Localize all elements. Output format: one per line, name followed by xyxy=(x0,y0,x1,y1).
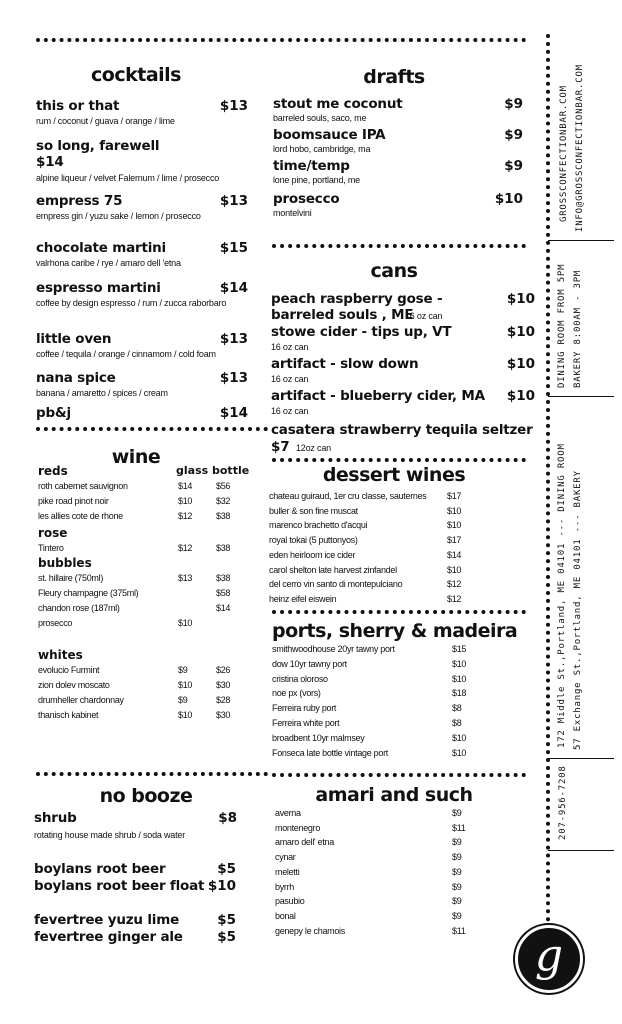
no-booze-price: $5 xyxy=(217,929,236,945)
wine-row-bottle: $38 xyxy=(216,573,231,583)
amaro-name: byrrh xyxy=(275,881,295,892)
cocktail-name: nana spice xyxy=(36,370,116,386)
cocktail-desc: banana / amaretto / spices / cream xyxy=(36,388,168,398)
no-booze-price: $8 xyxy=(218,810,237,826)
dessert-wine-name: carol shelton late harvest zinfandel xyxy=(269,564,397,575)
wine-row-bottle: $30 xyxy=(216,680,231,690)
wine-row-glass: $14 xyxy=(178,481,193,491)
dessert-wine-price: $12 xyxy=(447,579,462,590)
wine-row-name: pike road pinot noir xyxy=(38,496,109,506)
amaro-price: $9 xyxy=(452,852,462,863)
dessert-wine-price: $10 xyxy=(447,520,462,531)
sidebar-divider xyxy=(548,758,614,759)
port-name: dow 10yr tawny port xyxy=(272,658,347,669)
draft-name: prosecco xyxy=(273,191,340,207)
can-size: 16 oz can xyxy=(271,374,309,384)
wine-row-bottle: $28 xyxy=(216,695,231,705)
can-name: artifact - blueberry cider, MA xyxy=(271,388,485,404)
hours-dining-text: DINING ROOM FROM 5PM xyxy=(557,263,567,388)
port-name: broadbent 10yr malmsey xyxy=(272,732,365,743)
cocktail-desc: empress gin / yuzu sake / lemon / prosecco xyxy=(36,211,201,221)
divider xyxy=(272,458,526,462)
divider xyxy=(36,38,268,42)
cocktail-name: empress 75 xyxy=(36,193,123,209)
section-title: drafts xyxy=(363,66,425,88)
section-title: wine xyxy=(111,446,161,468)
dessert-wine-price: $17 xyxy=(447,491,462,501)
section-title: ports, sherry & madeira xyxy=(272,620,518,642)
dessert-wine-name: eden heirloom ice cider xyxy=(269,549,356,560)
wine-category-label: rose xyxy=(38,526,68,540)
wine-row-name: st. hillaire (750ml) xyxy=(38,573,104,583)
dessert-wine-name: buller & son fine muscat xyxy=(269,505,358,516)
port-name: Ferreira ruby port xyxy=(272,703,337,714)
wine-row-bottle: $58 xyxy=(216,588,231,598)
wine-category-label: whites xyxy=(38,648,83,662)
can-name-line2: barreled souls , ME xyxy=(271,307,414,323)
amaro-price: $9 xyxy=(452,910,462,921)
can-price: $7 xyxy=(271,439,290,455)
draft-price: $9 xyxy=(504,127,523,143)
no-booze-price: $10 xyxy=(207,878,236,894)
dessert-wine-name: chateau guiraud, 1er cru classe, sauternes xyxy=(269,491,427,501)
no-booze-price: $5 xyxy=(217,912,236,928)
draft-price: $9 xyxy=(504,96,523,112)
amaro-name: meletti xyxy=(275,866,300,877)
port-price: $10 xyxy=(452,747,467,758)
port-name: noe px (vors) xyxy=(272,688,321,699)
website-text: GROSSCONFECTIONBAR.COM xyxy=(559,85,569,222)
cocktail-price: $13 xyxy=(219,331,248,347)
divider xyxy=(272,610,526,614)
can-size: 16 oz can xyxy=(271,342,309,352)
port-price: $18 xyxy=(452,688,467,699)
can-size: 16 oz can xyxy=(405,311,443,321)
no-booze-name: shrub xyxy=(34,810,77,826)
cocktail-name: so long, farewell xyxy=(36,138,160,154)
amaro-name: averna xyxy=(275,808,301,818)
cocktail-desc: coffee by design espresso / rum / zucca raborbaro xyxy=(36,298,227,308)
cocktail-name: espresso martini xyxy=(36,280,161,296)
sidebar-divider xyxy=(548,850,614,851)
divider xyxy=(272,38,526,42)
amaro-price: $9 xyxy=(452,808,462,818)
dessert-wine-name: royal tokai (5 puttonyos) xyxy=(269,535,358,546)
wine-row-bottle: $30 xyxy=(216,710,231,720)
divider xyxy=(36,427,268,431)
section-title: amari and such xyxy=(315,784,473,806)
wine-row-bottle: $14 xyxy=(216,603,231,613)
bottle-column-header: bottle xyxy=(212,464,250,477)
wine-row-name: prosecco xyxy=(38,618,73,628)
dessert-wine-price: $12 xyxy=(447,593,462,604)
sidebar-divider xyxy=(548,240,614,241)
wine-row-name: evolucio Furmint xyxy=(38,665,100,675)
can-price: $10 xyxy=(506,324,535,340)
can-name: peach raspberry gose - xyxy=(271,291,443,307)
divider xyxy=(272,244,526,248)
amaro-price: $11 xyxy=(452,822,466,833)
dessert-wine-price: $17 xyxy=(447,535,462,546)
no-booze-price: $5 xyxy=(217,861,236,877)
hours-bakery-text: BAKERY 8:00AM - 3PM xyxy=(573,269,583,388)
wine-row-bottle: $38 xyxy=(216,543,231,553)
wine-row-name: Tintero xyxy=(38,543,64,553)
draft-price: $9 xyxy=(504,158,523,174)
amaro-name: amaro dell' etna xyxy=(275,837,334,848)
no-booze-desc: rotating house made shrub / soda water xyxy=(34,830,185,840)
wine-row-glass: $12 xyxy=(178,543,193,553)
cocktail-desc: alpine liqueur / velvet Falernum / lime / prosecco xyxy=(36,173,220,183)
dessert-wine-name: del cerro vin santo di montepulciano xyxy=(269,579,403,590)
dessert-wine-price: $14 xyxy=(447,549,462,560)
address-dining-text: 172 Middle St.,Portland, ME 04101 --- DINING ROOM xyxy=(557,443,567,748)
port-price: $10 xyxy=(452,658,467,669)
draft-name: stout me coconut xyxy=(273,96,403,112)
draft-name: boomsauce IPA xyxy=(273,127,386,143)
divider xyxy=(36,772,268,776)
wine-row-name: chandon rose (187ml) xyxy=(38,603,120,613)
draft-desc: montelvini xyxy=(273,208,312,218)
glass-column-header: glass xyxy=(176,464,209,477)
can-name: stowe cider - tips up, VT xyxy=(271,324,452,340)
amaro-price: $9 xyxy=(452,896,462,907)
sidebar-divider xyxy=(548,396,614,397)
cocktail-name: little oven xyxy=(36,331,112,347)
port-name: smithwoodhouse 20yr tawny port xyxy=(272,644,395,654)
cocktail-name: pb&j xyxy=(36,405,71,421)
wine-row-glass: $12 xyxy=(178,511,193,521)
port-price: $10 xyxy=(452,673,467,684)
wine-row-glass: $10 xyxy=(178,496,193,506)
cocktail-desc: coffee / tequila / orange / cinnamom / cold foam xyxy=(36,349,216,359)
can-price: $10 xyxy=(506,388,535,404)
dessert-wine-price: $10 xyxy=(447,564,462,575)
section-title: cans xyxy=(370,260,418,282)
cocktail-price: $13 xyxy=(219,370,248,386)
dessert-wine-name: marenco brachetto d'acqui xyxy=(269,520,368,531)
amaro-name: pasubio xyxy=(275,896,305,907)
amaro-price: $9 xyxy=(452,881,462,892)
port-name: Ferreira white port xyxy=(272,718,340,728)
wine-row-glass: $9 xyxy=(178,665,188,675)
wine-row-glass: $13 xyxy=(178,573,193,583)
amaro-price: $9 xyxy=(452,837,462,848)
cocktail-name: chocolate martini xyxy=(36,240,166,256)
cocktail-name: this or that xyxy=(36,98,120,114)
wine-row-name: les allies cote de rhone xyxy=(38,511,123,521)
no-booze-name: boylans root beer float xyxy=(34,878,205,894)
amaro-name: montenegro xyxy=(275,822,321,833)
amaro-name: cynar xyxy=(275,852,296,863)
draft-name: time/temp xyxy=(273,158,350,174)
cocktail-desc: rum / coconut / guava / orange / lime xyxy=(36,116,175,126)
wine-row-name: Fleury champagne (375ml) xyxy=(38,588,139,598)
phone-text: 207-956-7208 xyxy=(558,765,568,840)
draft-price: $10 xyxy=(494,191,523,207)
port-name: cristina oloroso xyxy=(272,673,328,684)
wine-row-name: zion dolev moscato xyxy=(38,680,110,690)
draft-desc: lone pine, portland, me xyxy=(273,175,360,185)
no-booze-name: boylans root beer xyxy=(34,861,166,877)
amaro-price: $9 xyxy=(452,866,462,877)
can-price: $10 xyxy=(506,356,535,372)
cocktail-price: $13 xyxy=(219,98,248,114)
logo xyxy=(515,925,583,993)
port-price: $15 xyxy=(452,644,467,654)
wine-row-name: roth cabernet sauvignon xyxy=(38,481,128,491)
cocktail-price: $14 xyxy=(219,280,248,296)
wine-row-bottle: $38 xyxy=(216,511,231,521)
divider xyxy=(272,773,526,777)
section-title: dessert wines xyxy=(322,464,466,486)
wine-row-bottle: $32 xyxy=(216,496,231,506)
cocktail-desc: valrhona caribe / rye / amaro dell 'etna xyxy=(36,258,181,268)
wine-category-label: bubbles xyxy=(38,556,92,570)
wine-row-glass: $10 xyxy=(178,710,193,720)
wine-row-glass: $9 xyxy=(178,695,188,705)
cocktail-price: $15 xyxy=(219,240,248,256)
draft-desc: lord hobo, cambridge, ma xyxy=(273,144,371,154)
wine-row-glass: $10 xyxy=(178,680,193,690)
cocktail-price: $14 xyxy=(36,154,64,170)
section-title: cocktails xyxy=(91,64,181,86)
port-price: $8 xyxy=(452,703,462,714)
email-text: INFO@GROSSCONFECTIONBAR.COM xyxy=(575,64,585,232)
wine-row-bottle: $26 xyxy=(216,665,231,675)
amaro-name: bonal xyxy=(275,910,296,921)
can-size: 16 oz can xyxy=(271,406,309,416)
wine-row-bottle: $56 xyxy=(216,481,231,491)
can-name: casatera strawberry tequila seltzer xyxy=(271,422,533,438)
can-price: $10 xyxy=(506,291,535,307)
draft-desc: barreled souls, saco, me xyxy=(273,113,367,123)
no-booze-name: fevertree ginger ale xyxy=(34,929,183,945)
can-size: 12oz can xyxy=(296,443,331,453)
no-booze-name: fevertree yuzu lime xyxy=(34,912,180,928)
cocktail-price: $14 xyxy=(219,405,248,421)
port-price: $8 xyxy=(452,718,462,728)
port-name: Fonseca late bottle vintage port xyxy=(272,747,388,758)
wine-category-label: reds xyxy=(38,464,68,478)
wine-row-name: thanisch kabinet xyxy=(38,710,99,720)
port-price: $10 xyxy=(452,732,467,743)
wine-row-name: drumheller chardonnay xyxy=(38,695,124,705)
dessert-wine-price: $10 xyxy=(447,505,462,516)
wine-row-glass: $10 xyxy=(178,618,193,628)
can-name: artifact - slow down xyxy=(271,356,419,372)
logo-letter: g xyxy=(534,930,564,981)
amaro-name: genepy le chamois xyxy=(275,925,345,936)
dessert-wine-name: heinz eifel eiswein xyxy=(269,593,337,604)
address-bakery-text: 57 Exchange St.,Portland, ME 04101 --- BAKERY xyxy=(573,470,583,750)
amaro-price: $11 xyxy=(452,925,466,936)
cocktail-price: $13 xyxy=(219,193,248,209)
section-title: no booze xyxy=(99,785,193,807)
